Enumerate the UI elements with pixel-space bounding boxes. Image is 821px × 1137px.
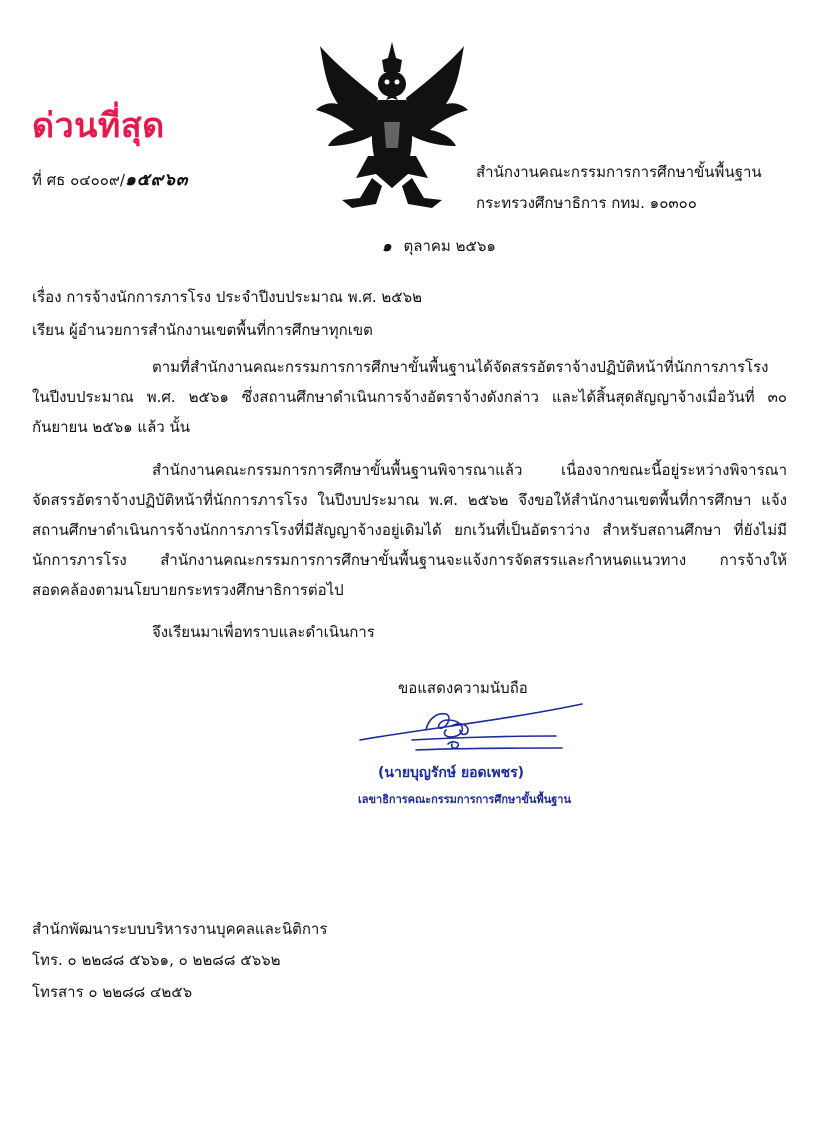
letter-subject: เรื่อง การจ้างนักการภารโรง ประจำปีงบประมาณ พ.ศ. ๒๕๖๒	[32, 288, 423, 306]
urgency-stamp: ด่วนที่สุด	[32, 106, 165, 146]
reference-prefix: ที่ ศธ ๐๔๐๐๙/	[32, 171, 125, 189]
letter-salutation: เรียน ผู้อำนวยการสำนักงานเขตพื้นที่การศึกษาทุกเขต	[32, 321, 373, 339]
office-name: สำนักงานคณะกรรมการการศึกษาขั้นพื้นฐาน	[476, 163, 762, 181]
office-address: กระทรวงศึกษาธิการ กทม. ๑๐๓๐๐	[476, 194, 697, 212]
closing-sentence: จึงเรียนมาเพื่อทราบและดำเนินการ	[152, 623, 375, 641]
signature-icon	[356, 690, 586, 770]
complimentary-close: ขอแสดงความนับถือ	[398, 679, 528, 697]
garuda-emblem-icon	[312, 38, 472, 214]
paragraph-1-text: ตามที่สำนักงานคณะกรรมการการศึกษาขั้นพื้นฐานได้จัดสรรอัตราจ้างปฏิบัติหน้าที่นักการภารโรง ในปีงบประมาณ พ.ศ. ๒๕๖๑ ซึ่งสถานศึกษาดำเนินการจ้างอัตราจ้างดังกล่าว และได้สิ้นสุดสัญญาจ้างเมื่อวันที่ ๓๐ กันยายน ๒๕๖๑ แล้ว นั้น	[32, 358, 787, 436]
body-paragraph-2	[32, 455, 787, 605]
signer-title: เลขาธิการคณะกรรมการการศึกษาขั้นพื้นฐาน	[358, 793, 571, 806]
date-month-year: ตุลาคม ๒๕๖๑	[403, 237, 496, 255]
reference-number	[32, 166, 189, 193]
contact-telephone: โทร. ๐ ๒๒๘๘ ๕๖๖๑, ๐ ๒๒๘๘ ๕๖๖๒	[32, 951, 281, 969]
contact-fax: โทรสาร ๐ ๒๒๘๘ ๔๒๕๖	[32, 983, 193, 1001]
body-paragraph-1	[32, 352, 787, 442]
paragraph-2-text: สำนักงานคณะกรรมการการศึกษาขั้นพื้นฐานพิจารณาแล้ว เนื่องจากขณะนี้อยู่ระหว่างพิจารณา จัดสรรอัตราจ้างปฏิบัติหน้าที่นักการภารโรง ในปีงบประมาณ พ.ศ. ๒๕๖๒ จึงขอให้สำนักงานเขตพื้นที่การศึกษา แจ้งสถานศึกษาดำเนินการจ้างนักการภารโรงที่มีสัญญาจ้างอยู่เดิมได้ ยกเว้นที่เป็นอัตราว่าง สำหรับสถานศึกษา ที่ยังไม่มีนักการภารโรง สำนักงานคณะกรรมการการศึกษาขั้นพื้นฐานจะแจ้งการจัดสรรและกำหนดแนวทาง การจ้างให้สอดคล้องตามนโยบายกระทรวงศึกษาธิการต่อไป	[32, 461, 787, 599]
reference-handwritten-number: ๑๕๙๖๓	[124, 170, 189, 190]
date-day: ๑	[382, 237, 392, 255]
letter-date	[382, 234, 496, 258]
signer-name: (นายบุญรักษ์ ยอดเพชร)	[378, 765, 525, 781]
contact-department: สำนักพัฒนาระบบบริหารงานบุคคลและนิติการ	[32, 920, 328, 938]
